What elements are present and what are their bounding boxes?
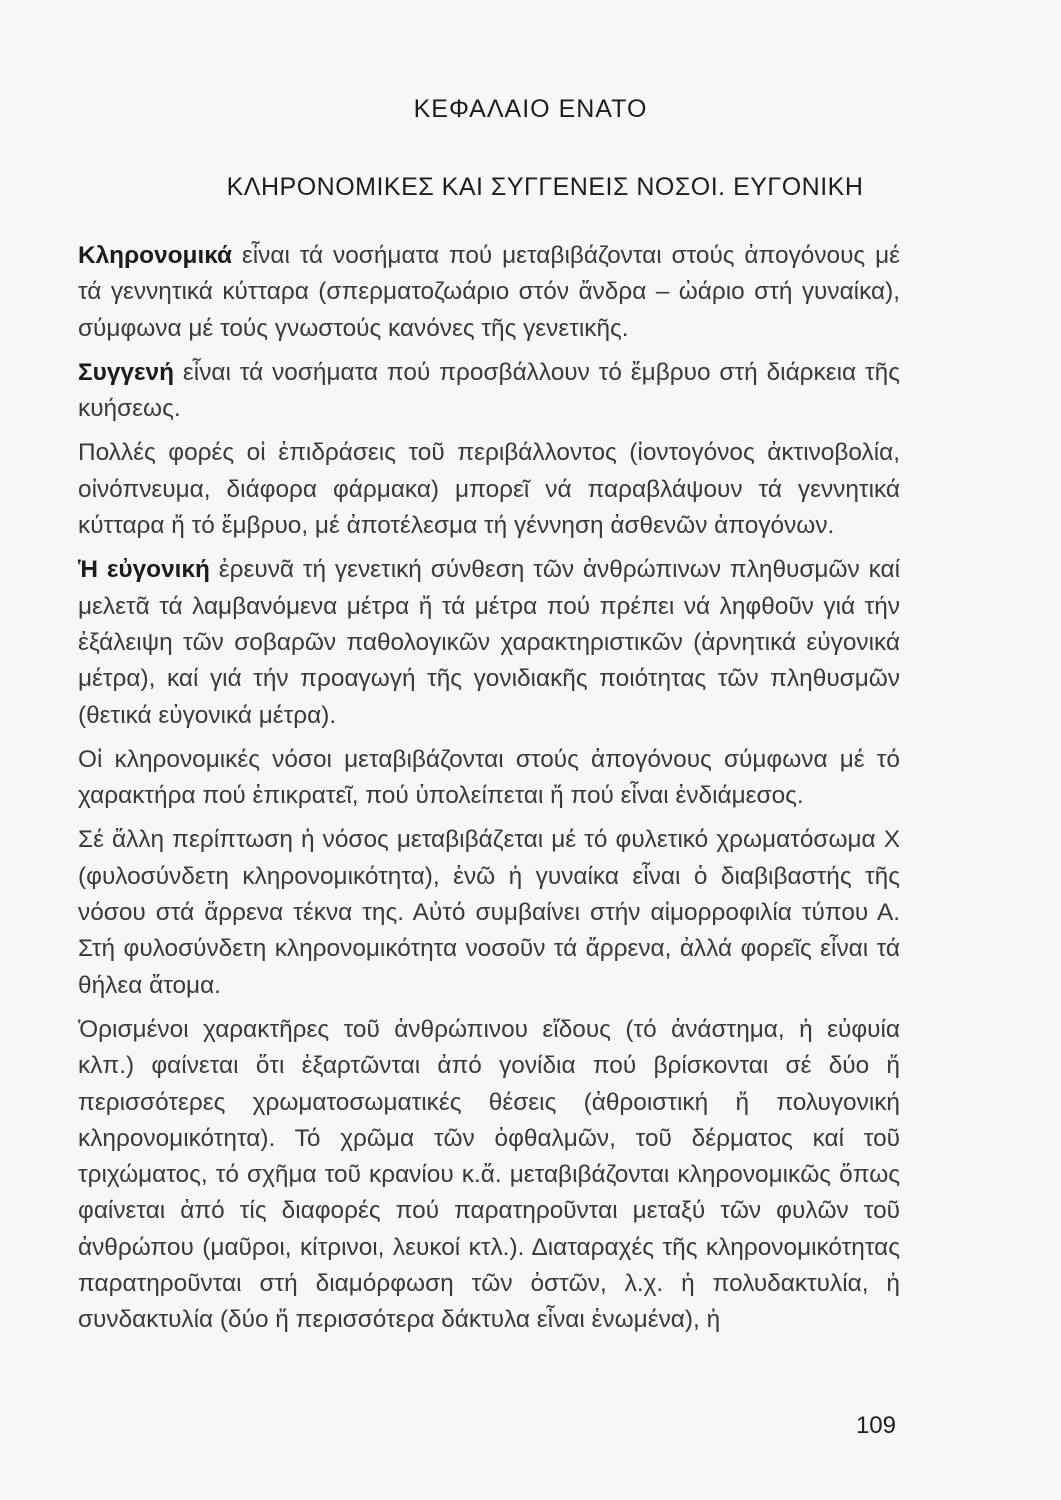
paragraph-text: Σέ ἄλλη περίπτωση ἡ νόσος μεταβιβάζεται μέ τό φυλετικό χρωματόσωμα Χ (φυλοσύνδετη κληρονομικότητα), ἐνῶ ἡ γυναίκα εἶναι ὁ διαβιβαστής τῆς νόσου στά ἄρρενα τέκνα της. Αὐτό συμβαίνει στήν αἱμορροφιλία τύπου Α. Στή φυλοσύνδετη κληρονομικότητα νοσοῦν τά ἄρρενα, ἀλλά φορεῖς εἶναι τά θήλεα ἄτομα. <box>78 826 900 999</box>
term-hereditary: Κληρονομικά <box>78 242 233 269</box>
section-title: ΚΛΗΡΟΝΟΜΙΚΕΣ ΚΑΙ ΣΥΓΓΕΝΕΙΣ ΝΟΣΟΙ. ΕΥΓΟΝΙΚΗ <box>226 173 864 201</box>
paragraph-text: Οἱ κληρονομικές νόσοι μεταβιβάζονται στούς ἀπογόνους σύμφωνα μέ τό χαρακτήρα πού ἐπικρατεῖ, πού ὑπολείπεται ἤ πού εἶναι ἐνδιάμεσος. <box>78 745 900 810</box>
paragraph-hereditary <box>78 238 900 347</box>
paragraph-environment <box>78 435 900 544</box>
paragraph-inheritance-modes <box>78 742 900 815</box>
paragraph-eugenics <box>78 552 900 733</box>
paragraph-text: ἐρευνᾶ τή γενετική σύνθεση τῶν ἀνθρώπινων πληθυσμῶν καί μελετᾶ τά λαμβανόμενα μέτρα ἤ τά μέτρα πού πρέπει νά ληφθοῦν γιά τήν ἐξάλειψη τῶν σοβαρῶν παθολογικῶν χαρακτηριστικῶν (ἀρνητικά εὐγονικά μέτρα), καί γιά τήν προαγωγή τῆς γονιδιακῆς ποιότητας τῶν πληθυσμῶν (θετικά εὐγονικά μέτρα). <box>78 556 900 729</box>
paragraph-polygenic <box>78 1012 900 1339</box>
term-congenital: Συγγενή <box>78 358 175 386</box>
paragraph-text: εἶναι τά νοσήματα πού μεταβιβάζονται στούς ἀπογόνους μέ τά γεννητικά κύτταρα (σπερματοζωάριο στόν ἄνδρα – ὠάριο στή γυναίκα), σύμφωνα μέ τούς γνωστούς κανόνες τῆς γενετικῆς. <box>78 242 900 342</box>
paragraph-text: εἶναι τά νοσήματα πού προσβάλλουν τό ἔμβρυο στή διάρκεια τῆς κυήσεως. <box>78 358 900 423</box>
page-number: 109 <box>855 1412 896 1439</box>
paragraph-sex-linked <box>78 822 900 1003</box>
paragraph-text: Πολλές φορές οἱ ἐπιδράσεις τοῦ περιβάλλοντος (ἰοντογόνος ἀκτινοβολία, οἰνόπνευμα, διάφορα φάρμακα) μπορεῖ νά παραβλάψουν τά γεννητικά κύτταρα ἤ τό ἔμβρυο, μέ ἀποτέλεσμα τή γέννηση ἀσθενῶν ἀπογόνων. <box>78 439 900 540</box>
paragraph-text: Ὁρισμένοι χαρακτῆρες τοῦ ἀνθρώπινου εἴδους (τό ἀνάστημα, ἡ εὐφυία κλπ.) φαίνεται ὅτι ἐξαρτῶνται ἀπό γονίδια πού βρίσκονται σέ δύο ἤ περισσότερες χρωματοσωματικές θέσεις (ἀθροιστική ἤ πολυγονική κληρονομικότητα). Τό χρῶμα τῶν ὀφθαλμῶν, τοῦ δέρματος καί τοῦ τριχώματος, τό σχῆμα τοῦ κρανίου κ.ἄ. μεταβιβάζονται κληρονομικῶς ὅπως φαίνεται ἀπό τίς διαφορές πού παρατηροῦνται μεταξύ τῶν φυλῶν τοῦ ἀνθρώπου (μαῦροι, κίτρινοι, λευκοί κτλ.). Διαταραχές τῆς κληρονομικότητας παρατηροῦνται στή διαμόρφωση τῶν ὀστῶν, λ.χ. ἡ πολυδακτυλία, ἡ συνδακτυλία (δύο ἤ περισσότερα δάκτυλα εἶναι ἑνωμένα), ἡ <box>78 1015 900 1334</box>
paragraph-congenital <box>78 355 900 428</box>
term-eugenics: Ἡ εὐγονική <box>78 556 210 584</box>
chapter-title: ΚΕΦΑΛΑΙΟ ΕΝΑΤΟ <box>413 95 648 123</box>
body-text <box>78 238 900 1339</box>
